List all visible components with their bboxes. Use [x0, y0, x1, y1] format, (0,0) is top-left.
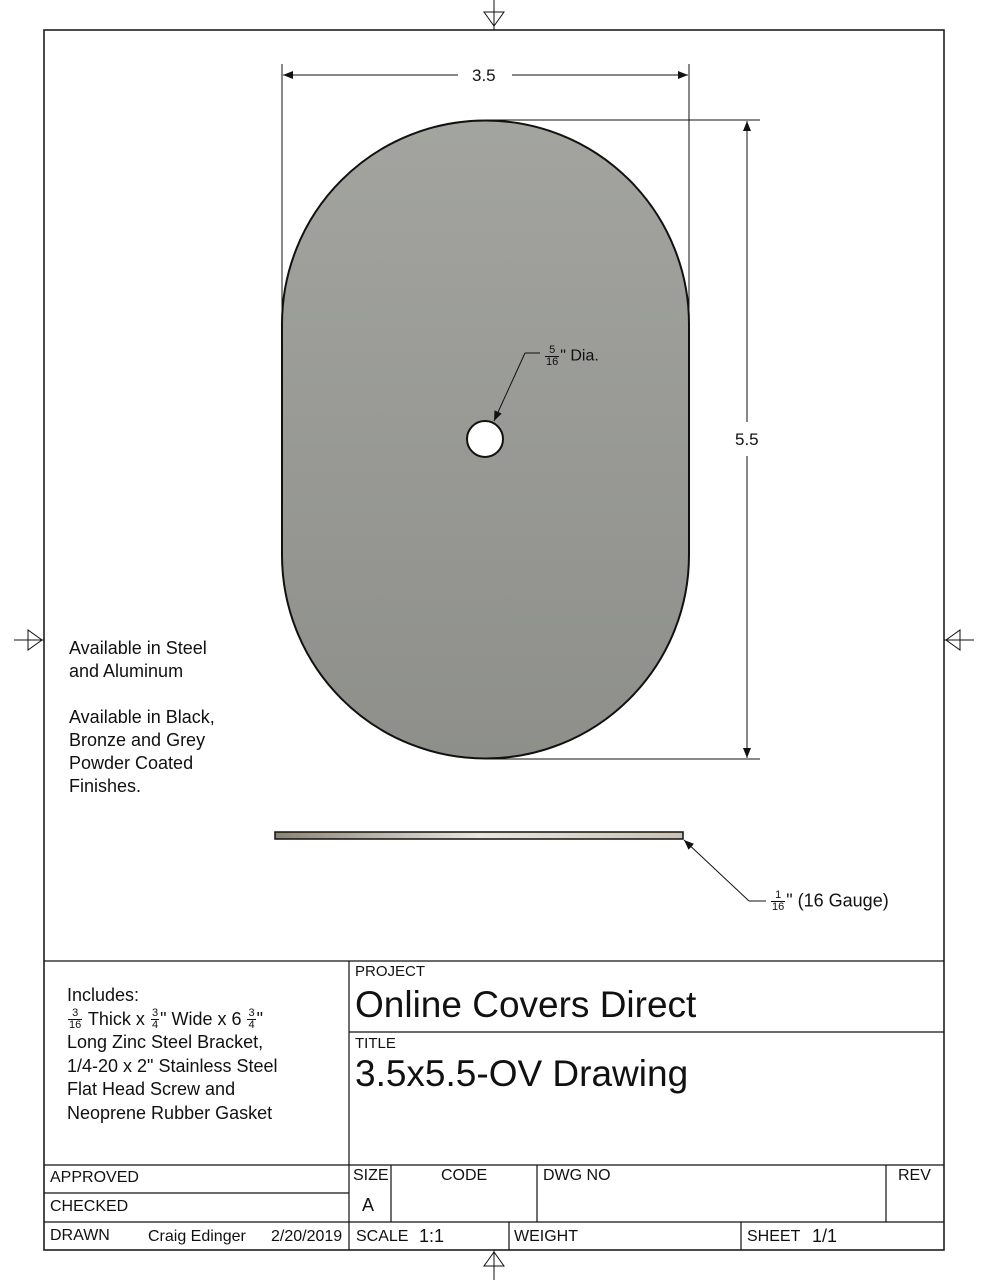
- note-line: Powder Coated: [69, 753, 194, 773]
- plate-side-view: [275, 832, 683, 839]
- scale-value: 1:1: [419, 1226, 445, 1246]
- note-line: Finishes.: [69, 776, 142, 796]
- scale-label: SCALE: [356, 1228, 409, 1245]
- center-mark-bottom: [484, 1250, 504, 1280]
- drawn-by: Craig Edinger: [148, 1228, 246, 1245]
- size-label: SIZE: [353, 1167, 389, 1184]
- center-mark-right: [944, 630, 974, 650]
- sheet-label: SHEET: [747, 1228, 801, 1245]
- code-label: CODE: [441, 1167, 488, 1184]
- height-dimension-label: 5.5: [735, 430, 759, 449]
- includes-line: $\frac{3}{16}$ Thick x $\frac{3}{4}$ " Wide x 6 $\frac{3}{4}$ ": [69, 1007, 263, 1032]
- includes-heading: Includes:: [67, 985, 140, 1005]
- wide-fraction: $\frac{3}{4}$: [151, 1007, 159, 1032]
- thickness-callout: $\frac{1}{16}$ " (16 Gauge): [772, 889, 889, 913]
- center-mark-top: [484, 0, 504, 30]
- center-hole: [467, 421, 503, 457]
- title-label: TITLE: [355, 1035, 396, 1052]
- includes-notes: [67, 984, 278, 1125]
- note-line: Available in Black,: [69, 707, 215, 727]
- note-line: and Aluminum: [69, 661, 184, 681]
- availability-notes: [69, 637, 215, 798]
- note-line: Available in Steel: [69, 638, 207, 658]
- approved-label: APPROVED: [50, 1169, 139, 1186]
- size-value: A: [362, 1195, 375, 1215]
- note-line: Bronze and Grey: [69, 730, 206, 750]
- rev-label: REV: [898, 1167, 931, 1184]
- includes-line: Neoprene Rubber Gasket: [67, 1102, 273, 1123]
- includes-line: Long Zinc Steel Bracket,: [67, 1032, 264, 1053]
- project-value: Online Covers Direct: [355, 984, 697, 1025]
- title-value: 3.5x5.5-OV Drawing: [355, 1053, 689, 1094]
- hole-diameter-callout: $\frac{5}{16}$ " Dia.: [546, 344, 599, 368]
- hole-fraction: $\frac{5}{16}$: [546, 344, 559, 368]
- project-label: PROJECT: [355, 963, 426, 980]
- dwg-no-label: DWG NO: [543, 1167, 611, 1184]
- drawn-label: DRAWN: [50, 1227, 110, 1244]
- long-fraction: $\frac{3}{4}$: [248, 1007, 255, 1032]
- weight-label: WEIGHT: [514, 1228, 578, 1245]
- includes-line: 1/4-20 x 2" Stainless Steel: [67, 1055, 278, 1076]
- center-mark-left: [14, 630, 44, 650]
- thick-fraction: $\frac{3}{16}$: [69, 1007, 82, 1032]
- thickness-leader: [684, 840, 766, 901]
- width-dimension-label: 3.5: [472, 66, 496, 85]
- thickness-fraction: $\frac{1}{16}$: [772, 889, 785, 913]
- drawn-date: 2/20/2019: [271, 1228, 343, 1245]
- includes-line: Flat Head Screw and: [67, 1079, 236, 1100]
- sheet-value: 1/1: [812, 1226, 838, 1246]
- checked-label: CHECKED: [50, 1198, 129, 1215]
